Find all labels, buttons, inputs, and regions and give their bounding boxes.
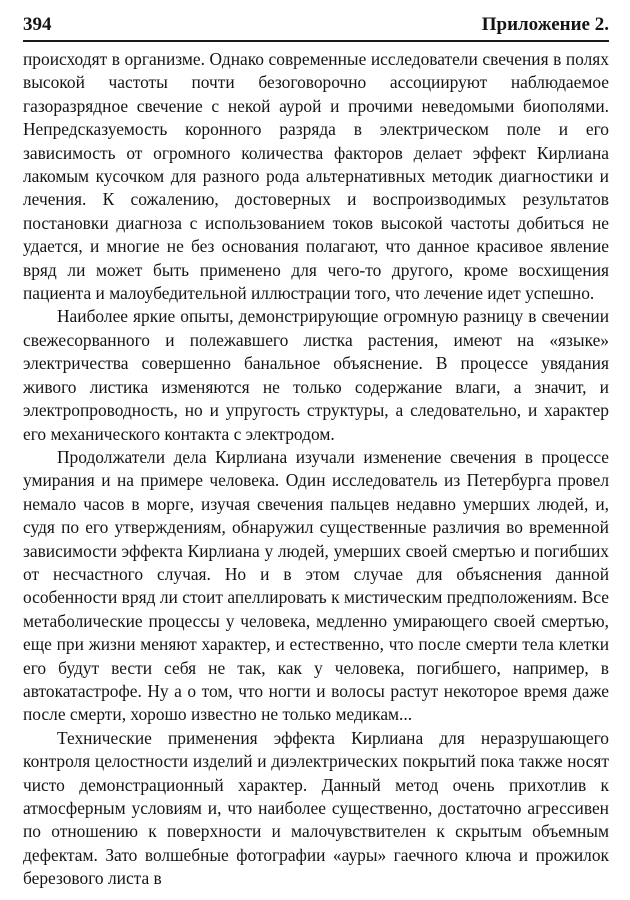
page-number: 394 (23, 14, 52, 35)
paragraph-human-dying-study: Продолжатели дела Кирлиана изучали изменение свечения в процессе умирания и на примере человека. Один исследователь из Петербурга провел немало часов в морге, изучая свечения пальцев недавно умерших людей, и, судя по его утверждениям, обнаружил существенные различия во временной зависимости эффекта Кирлиана у людей, умерших своей смертью и погибших от несчастного случая. Но и в этом случае для объяснения данной особенности вряд ли стоит апеллировать к мистическим предположениям. Все метаболические процессы у человека, медленно умирающего своей смертью, еще при жизни меняют характер, и естественно, что после смерти тела клетки его будут вести себя не так, как у человека, погибшего, например, в автокатастрофе. Ну а о том, что ногти и волосы растут некоторое время даже после смерти, хорошо известно не только медикам... (23, 446, 609, 725)
paragraph-technical-applications: Технические применения эффекта Кирлиана для неразрушающего контроля целостности изделий и диэлектрических покрытий пока также носят чисто демонстрационный характер. Данный метод очень прихотлив к атмосферным условиям и, что наиболее существенно, достаточно агрессивен по отношению к поверхности и малочувствителен к скрытым объемным дефектам. Зато волшебные фотографии «ауры» гаечного ключа и прожилок березового листа в (23, 727, 609, 889)
paragraph-continued: происходят в организме. Однако современные исследователи свечения в полях высокой частоты почти безоговорочно ассоциируют наблюдаемое газоразрядное свечение с некой аурой и прочими неведомыми биополями. Непредсказуемость коронного разряда в электрическом поле и его зависимость от огромного количества факторов делает эффект Кирлиана лакомым кусочком для разного рода альтернативных методик диагностики и лечения. К сожалению, достоверных и воспроизводимых результатов постановки диагноза с использованием токов высокой частоты добиться не удается, и многие не без основания полагают, что данное красивое явление вряд ли может быть применено для чего-то другого, кроме восхищения пациента и малоубедительной иллюстрации того, что лечение идет успешно. (23, 49, 609, 304)
running-title: Приложение 2. (481, 14, 609, 35)
page-header (23, 10, 609, 42)
body-text (23, 48, 609, 891)
paragraph-leaf-experiments: Наиболее яркие опыты, демонстрирующие огромную разницу в свечении свежесорванного и полежавшего листка растения, имеют на «языке» электричества совершенно банальное объяснение. В процессе увядания живого листика изменяются не только содержание влаги, а значит, и электропроводность, но и упругость структуры, а следовательно, и характер его механического контакта с электродом. (23, 306, 609, 444)
